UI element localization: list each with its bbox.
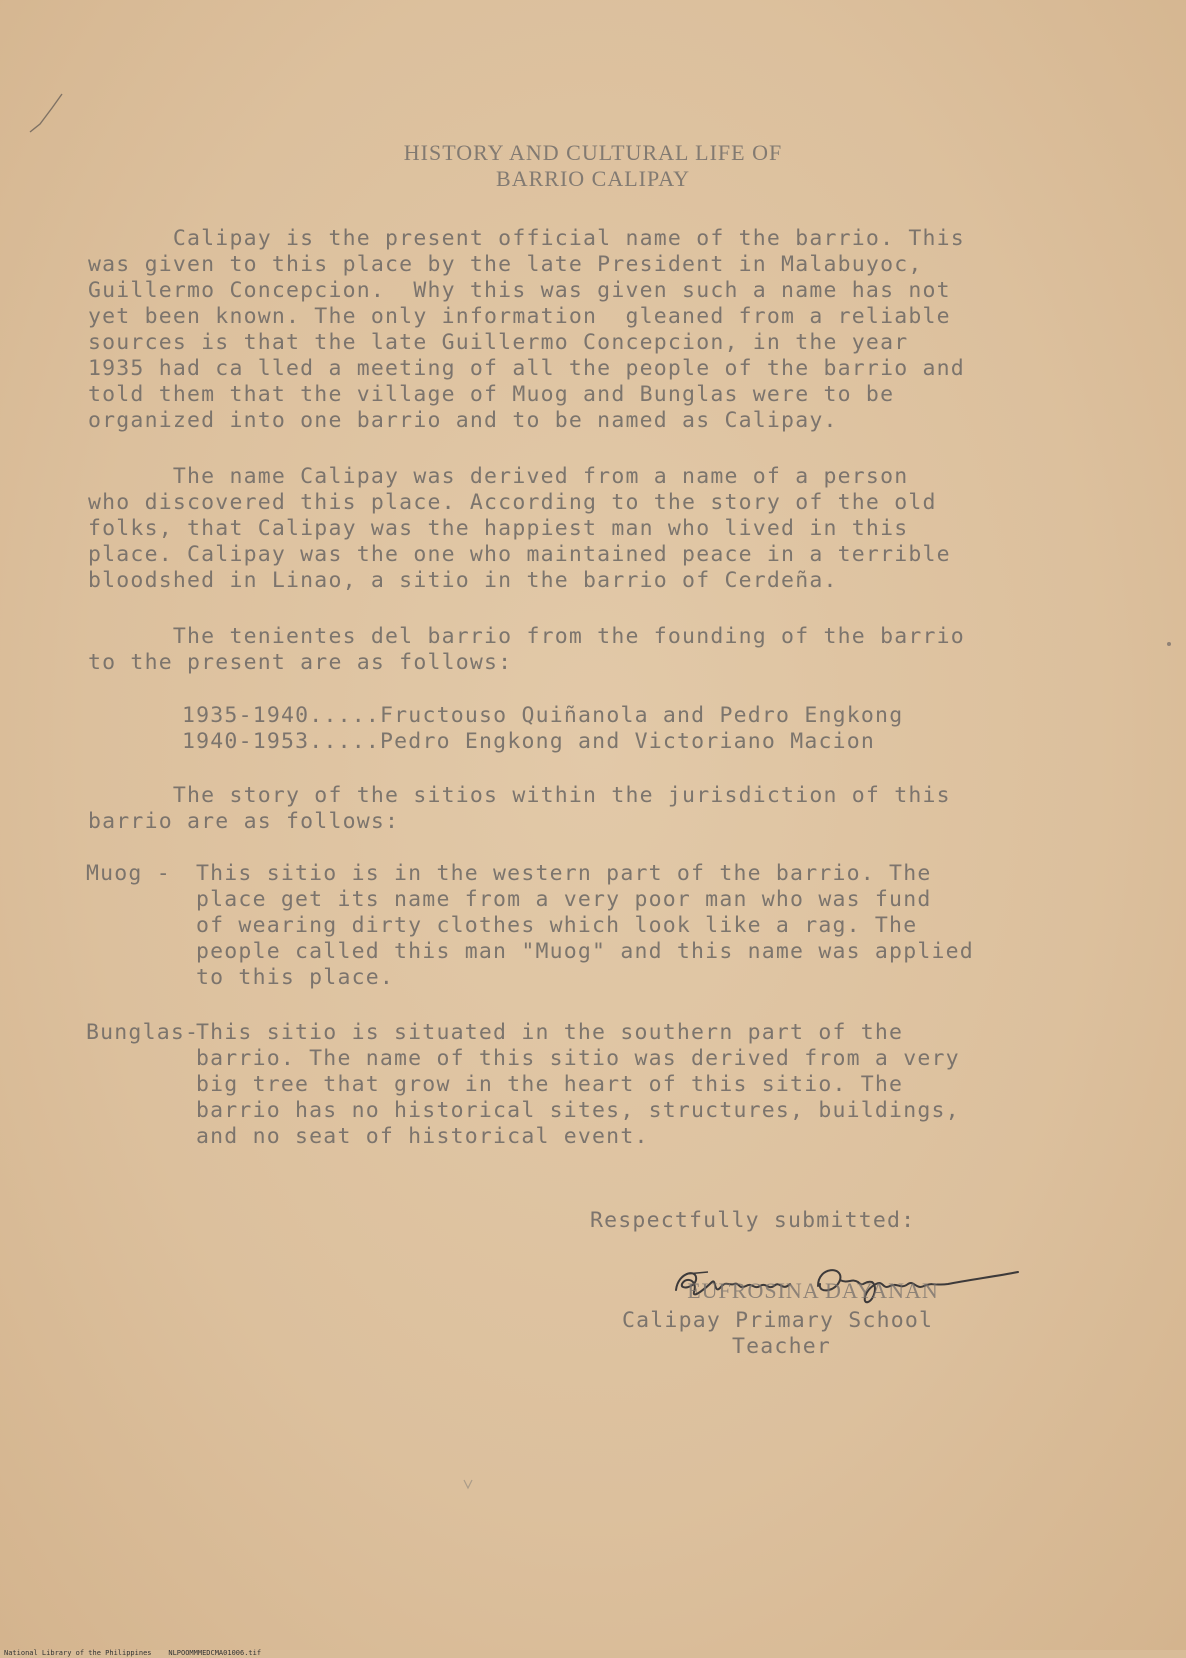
document-title-line-2: BARRIO CALIPAY	[496, 166, 690, 191]
paragraph-line: barrio are as follows:	[88, 809, 400, 834]
paragraph-line: The story of the sitios within the jurisdiction of this	[88, 783, 951, 808]
signer-name: EUFROSINA DAYANAN	[687, 1278, 939, 1303]
sitio-line: place get its name from a very poor man who was fund	[196, 887, 932, 912]
paragraph-4	[88, 783, 1078, 835]
paragraph-line: The tenientes del barrio from the founding of the barrio	[88, 624, 965, 649]
pen-mark-decoration	[22, 88, 72, 138]
paragraph-line: who discovered this place. According to the story of the old	[88, 490, 937, 515]
stray-dot-decoration	[1165, 640, 1173, 648]
paragraph-line: yet been known. The only information gleaned from a reliable	[88, 304, 951, 329]
closing-line: Respectfully submitted:	[590, 1208, 916, 1233]
paragraph-line: bloodshed in Linao, a sitio in the barrio of Cerdeña.	[88, 568, 838, 593]
teniente-entry: 1940-1953.....Pedro Engkong and Victoriano Macion	[182, 729, 876, 754]
document-title-line-1: HISTORY AND CULTURAL LIFE OF	[403, 140, 783, 165]
sitio-bunglas-description	[196, 1020, 960, 1150]
signer-role: Teacher	[732, 1334, 832, 1359]
paragraph-line: organized into one barrio and to be named as Calipay.	[88, 408, 838, 433]
signer-school: Calipay Primary School	[622, 1308, 934, 1333]
stray-mark-decoration	[460, 1476, 476, 1492]
sitio-bunglas-term: Bunglas-	[86, 1020, 214, 1045]
sitio-line: barrio. The name of this sitio was derived from a very	[196, 1046, 960, 1071]
paragraph-line: told them that the village of Muog and Bunglas were to be	[88, 382, 895, 407]
paragraph-1	[88, 226, 1078, 434]
paragraph-line: to the present are as follows:	[88, 650, 513, 675]
archive-footer: National Library of the Philippines NLPOOMMMEDCMA01006.tif	[4, 1649, 262, 1657]
sitio-muog-term: Muog -	[86, 861, 186, 886]
paragraph-line: 1935 had ca lled a meeting of all the people of the barrio and	[88, 356, 965, 381]
sitio-line: of wearing dirty clothes which look like a rag. The	[196, 913, 918, 938]
sitio-line: people called this man "Muog" and this name was applied	[196, 939, 974, 964]
paragraph-line: Calipay is the present official name of the barrio. This	[88, 226, 965, 251]
sitio-line: and no seat of historical event.	[196, 1124, 649, 1149]
paragraph-line: folks, that Calipay was the happiest man who lived in this	[88, 516, 909, 541]
paragraph-line: was given to this place by the late President in Malabuyoc,	[88, 252, 923, 277]
paragraph-3	[88, 624, 1078, 676]
sitio-line: to this place.	[196, 965, 395, 990]
sitio-line: barrio has no historical sites, structures, buildings,	[196, 1098, 960, 1123]
paragraph-line: The name Calipay was derived from a name of a person	[88, 464, 909, 489]
sitio-line: This sitio is in the western part of the barrio. The	[196, 861, 932, 886]
paragraph-line: place. Calipay was the one who maintained peace in a terrible	[88, 542, 951, 567]
sitio-line: This sitio is situated in the southern part of the	[196, 1020, 904, 1045]
sitio-muog-description	[196, 861, 974, 991]
paragraph-line: Guillermo Concepcion. Why this was given such a name has not	[88, 278, 951, 303]
paragraph-2	[88, 464, 1078, 594]
teniente-entry: 1935-1940.....Fructouso Quiñanola and Pedro Engkong	[182, 703, 904, 728]
sitio-line: big tree that grow in the heart of this sitio. The	[196, 1072, 904, 1097]
paragraph-line: sources is that the late Guillermo Concepcion, in the year	[88, 330, 909, 355]
